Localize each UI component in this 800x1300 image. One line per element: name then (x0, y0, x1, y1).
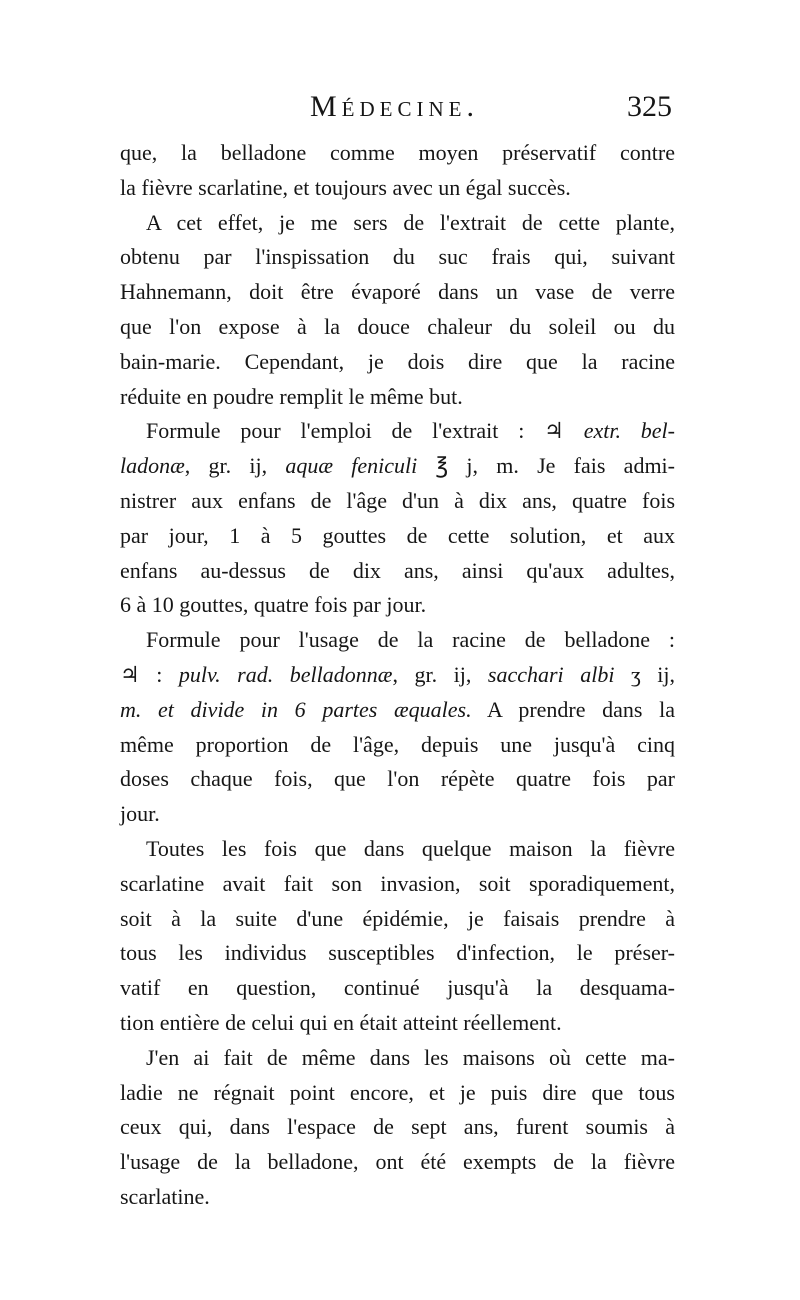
text-line (120, 206, 675, 241)
text-segment: scarlatine. (120, 1183, 210, 1209)
text-line (120, 1145, 675, 1180)
text-line (120, 902, 675, 937)
text-segment: ʒ ij, (614, 661, 675, 687)
text-line (120, 449, 675, 484)
text-line (120, 345, 675, 380)
text-line (120, 1180, 675, 1215)
text-line (120, 728, 675, 763)
text-line (120, 623, 675, 658)
italic-segment: aquæ feniculi (285, 453, 418, 479)
text-segment: que l'on expose à la douce chaleur du soleil ou du (120, 313, 675, 339)
text-segment: même proportion de l'âge, depuis une jusqu'à cinq (120, 731, 675, 757)
text-line (120, 310, 675, 345)
page-header (120, 90, 672, 134)
italic-segment: sacchari albi (487, 661, 615, 687)
italic-segment: m. et divide in 6 partes æquales. (120, 696, 472, 722)
text-line (120, 380, 675, 415)
text-segment: tous les individus susceptibles d'infection, le préser- (120, 940, 675, 966)
text-line (120, 171, 675, 206)
text-segment: ℥ j, m. Je fais admi- (417, 453, 675, 479)
text-line (120, 832, 675, 867)
text-line (120, 971, 675, 1006)
text-segment: que, la belladone comme moyen préservatif contre (120, 140, 675, 165)
body-text (120, 136, 675, 1215)
italic-segment: pulv. rad. belladonnæ (178, 661, 393, 687)
text-segment: A cet effet, je me sers de l'extrait de cette plante, (146, 209, 675, 235)
text-segment: Formule pour l'usage de la racine de belladone : (146, 627, 675, 653)
text-segment: , gr. ij, (392, 661, 488, 687)
text-line (120, 658, 675, 693)
text-segment: doses chaque fois, que l'on répète quatre fois par (120, 766, 675, 792)
text-segment: 6 à 10 gouttes, quatre fois par jour. (120, 592, 427, 618)
text-segment: par jour, 1 à 5 gouttes de cette solution, et aux (120, 522, 675, 548)
text-segment: nistrer aux enfans de l'âge d'un à dix ans, quatre fois (120, 487, 675, 513)
text-line (120, 1076, 675, 1111)
text-line (120, 275, 675, 310)
text-segment: Toutes les fois que dans quelque maison la fièvre (146, 835, 675, 861)
text-segment: Hahnemann, doit être évaporé dans un vase de verre (120, 279, 675, 305)
text-line (120, 588, 675, 623)
italic-segment: extr. bel- (583, 418, 675, 444)
text-segment: vatif en question, continué jusqu'à la desquama- (120, 975, 675, 1001)
text-line (120, 693, 675, 728)
text-segment: soit à la suite d'une épidémie, je faisais prendre à (120, 905, 675, 931)
text-segment: jour. (120, 801, 160, 827)
text-line (120, 1041, 675, 1076)
text-segment: , gr. ij, (184, 453, 286, 479)
text-segment: réduite en poudre remplit le même but. (120, 383, 463, 409)
text-line (120, 867, 675, 902)
text-line (120, 936, 675, 971)
text-segment: scarlatine avait fait son invasion, soit sporadiquement, (120, 870, 675, 896)
text-line (120, 519, 675, 554)
text-line (120, 240, 675, 275)
text-segment: ladie ne régnait point encore, et je puis dire que tous (120, 1079, 675, 1105)
text-segment: tion entière de celui qui en était atteint réellement. (120, 1009, 562, 1035)
text-segment: enfans au-dessus de dix ans, ainsi qu'aux adultes, (120, 557, 675, 583)
text-line (120, 1006, 675, 1041)
text-line (120, 414, 675, 449)
text-segment: Formule pour l'emploi de l'extrait : ♃ (146, 418, 584, 444)
text-line (120, 136, 675, 171)
text-line (120, 1110, 675, 1145)
text-segment: la fièvre scarlatine, et toujours avec un égal succès. (120, 174, 571, 200)
page-number: 325 (627, 90, 672, 123)
text-segment: A prendre dans la (471, 696, 675, 722)
running-head: Médecine. (310, 90, 479, 123)
text-line (120, 484, 675, 519)
text-segment: ♃ : (120, 661, 179, 687)
text-segment: J'en ai fait de même dans les maisons où cette ma- (146, 1044, 675, 1070)
text-segment: obtenu par l'inspissation du suc frais qui, suivant (120, 244, 675, 270)
text-line (120, 554, 675, 589)
text-segment: ceux qui, dans l'espace de sept ans, furent soumis à (120, 1114, 675, 1140)
text-line (120, 797, 675, 832)
italic-segment: ladonæ (120, 453, 185, 479)
text-line (120, 762, 675, 797)
text-segment: bain-marie. Cependant, je dois dire que la racine (120, 348, 675, 374)
text-segment: l'usage de la belladone, ont été exempts de la fièvre (120, 1149, 675, 1175)
